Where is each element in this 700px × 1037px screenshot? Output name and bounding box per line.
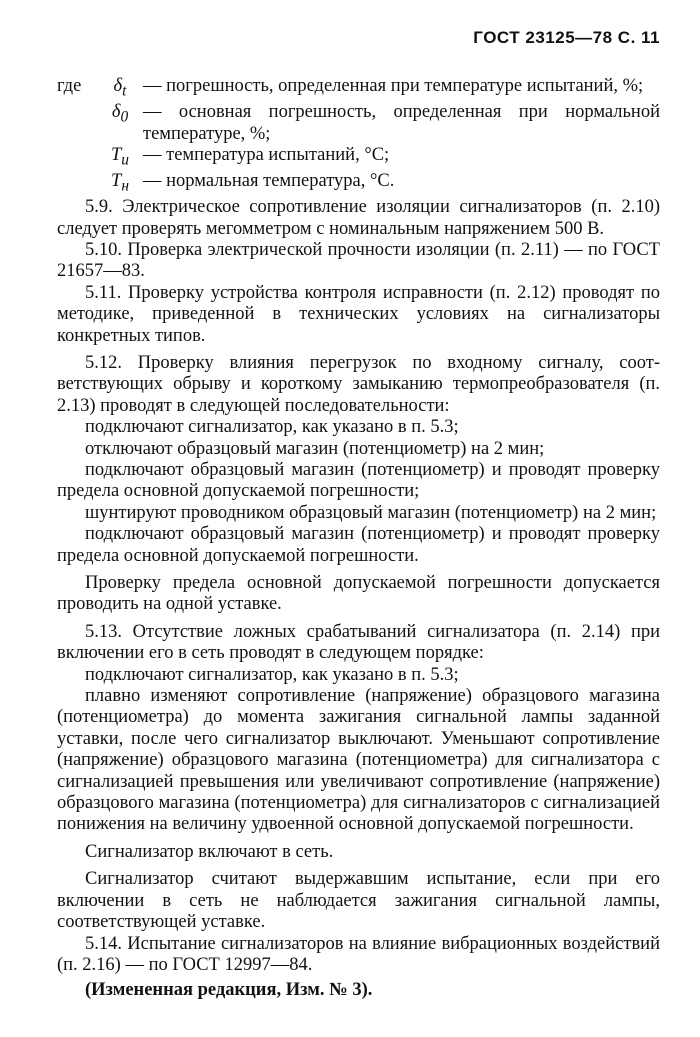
symbol-base: δ [111,102,121,123]
page-header: ГОСТ 23125—78 С. 11 [473,28,660,47]
paragraph-5-13: 5.13. Отсутствие ложных срабатываний сигнализатора (п. 2.14) при включении его в сеть проводят в следующем порядке: [57,621,660,664]
definition-delta-t [57,76,660,102]
paragraph-5-9: 5.9. Электрическое сопротивление изоляции сигнализаторов (п. 2.10) следует проверять мегомметром с номинальным напряжением 500 В. [57,197,660,239]
paragraph-5-14: 5.14. Испытание сигнализаторов на влияние вибрационных воздействий (п. 2.16) — по ГОСТ 12997—84. [57,933,660,975]
definition-delta-0 [57,102,660,145]
paragraph-result: Сигнализатор считают выдержавшим испытание, если при его включении в сеть не наблюдается зажигания сигнальной лампы, соответствующей уставке. [57,869,660,933]
paragraph-note: Проверку предела основной допускаемой погрешности допускается проводить на одной уставке. [57,573,660,615]
definition-symbol [97,171,143,197]
definition-text: — нормальная температура, °С. [143,171,395,191]
symbol-sub: и [121,151,129,169]
step-item: подключают образцовый магазин (потенциометр) и проводят проверку предела основной допускаемой погрешности. [57,524,660,566]
symbol-base: T [111,171,122,191]
paragraph-5-10: 5.10. Проверка электрической прочности изоляции (п. 2.11) — по ГОСТ 21657—83. [57,239,660,282]
step-item: отключают образцовый магазин (потенциометр) на 2 мин; [85,438,545,459]
step-item: подключают сигнализатор, как указано в п. 5.3; [85,417,459,438]
step-item: шунтируют проводником образцовый магазин (потенциометр) на 2 мин; [85,502,657,523]
definition-t-i [57,145,660,171]
definition-text: — основная погрешность, определенная при нормальной температуре, %; [143,102,660,144]
step-item: плавно изменяют сопротивление (напряжение) образцового магазина (потенциометра) до момента зажигания сигнальной лампы заданной уставки, после чего сигнализатор выключают. Уменьшают сопротивление (напряжение) образцового магазина (потенциометра) для сигнализатора с сигнализацией превышения или увеличивают сопротивление (напряжение) образцового магазина (потенциометра) для сигнализаторов с сигнализацией понижения на величину удвоенной основной допускаемой погрешности. [57,686,660,835]
step-item: подключают образцовый магазин (потенциометр) и проводят проверку предела основной допускаемой погрешности; [57,459,660,502]
symbol-sub: 0 [120,108,129,126]
step-item: подключают сигнализатор, как указано в п. 5.3; [85,664,459,685]
symbol-sub: t [122,82,127,100]
symbol-base: T [111,144,122,165]
definitions-list [57,76,660,197]
symbol-base: δ [113,76,123,96]
paragraph-5-12: 5.12. Проверку влияния перегрузок по входному сигналу, соответствующих обрыву и короткому замыканию термопреобразователя (п. 2.13) проводят в следующей последовательности: [57,352,660,416]
amendment-note: (Измененная редакция, Изм. № 3). [85,980,373,1001]
definition-symbol [97,76,143,102]
definition-symbol [97,102,143,128]
definition-lead: где [57,76,82,96]
definition-text: — погрешность, определенная при температуре испытаний, %; [143,76,644,96]
definition-t-n [57,171,660,197]
paragraph-5-11: 5.11. Проверку устройства контроля исправности (п. 2.12) проводят по методике, приведенной в технических условиях на сигнализаторы конкретных типов. [57,282,660,346]
definition-text: — температура испытаний, °С; [143,144,390,165]
document-body [57,76,660,1002]
step-item: Сигнализатор включают в сеть. [85,841,334,862]
definition-symbol [97,145,143,171]
symbol-sub: н [121,177,129,195]
